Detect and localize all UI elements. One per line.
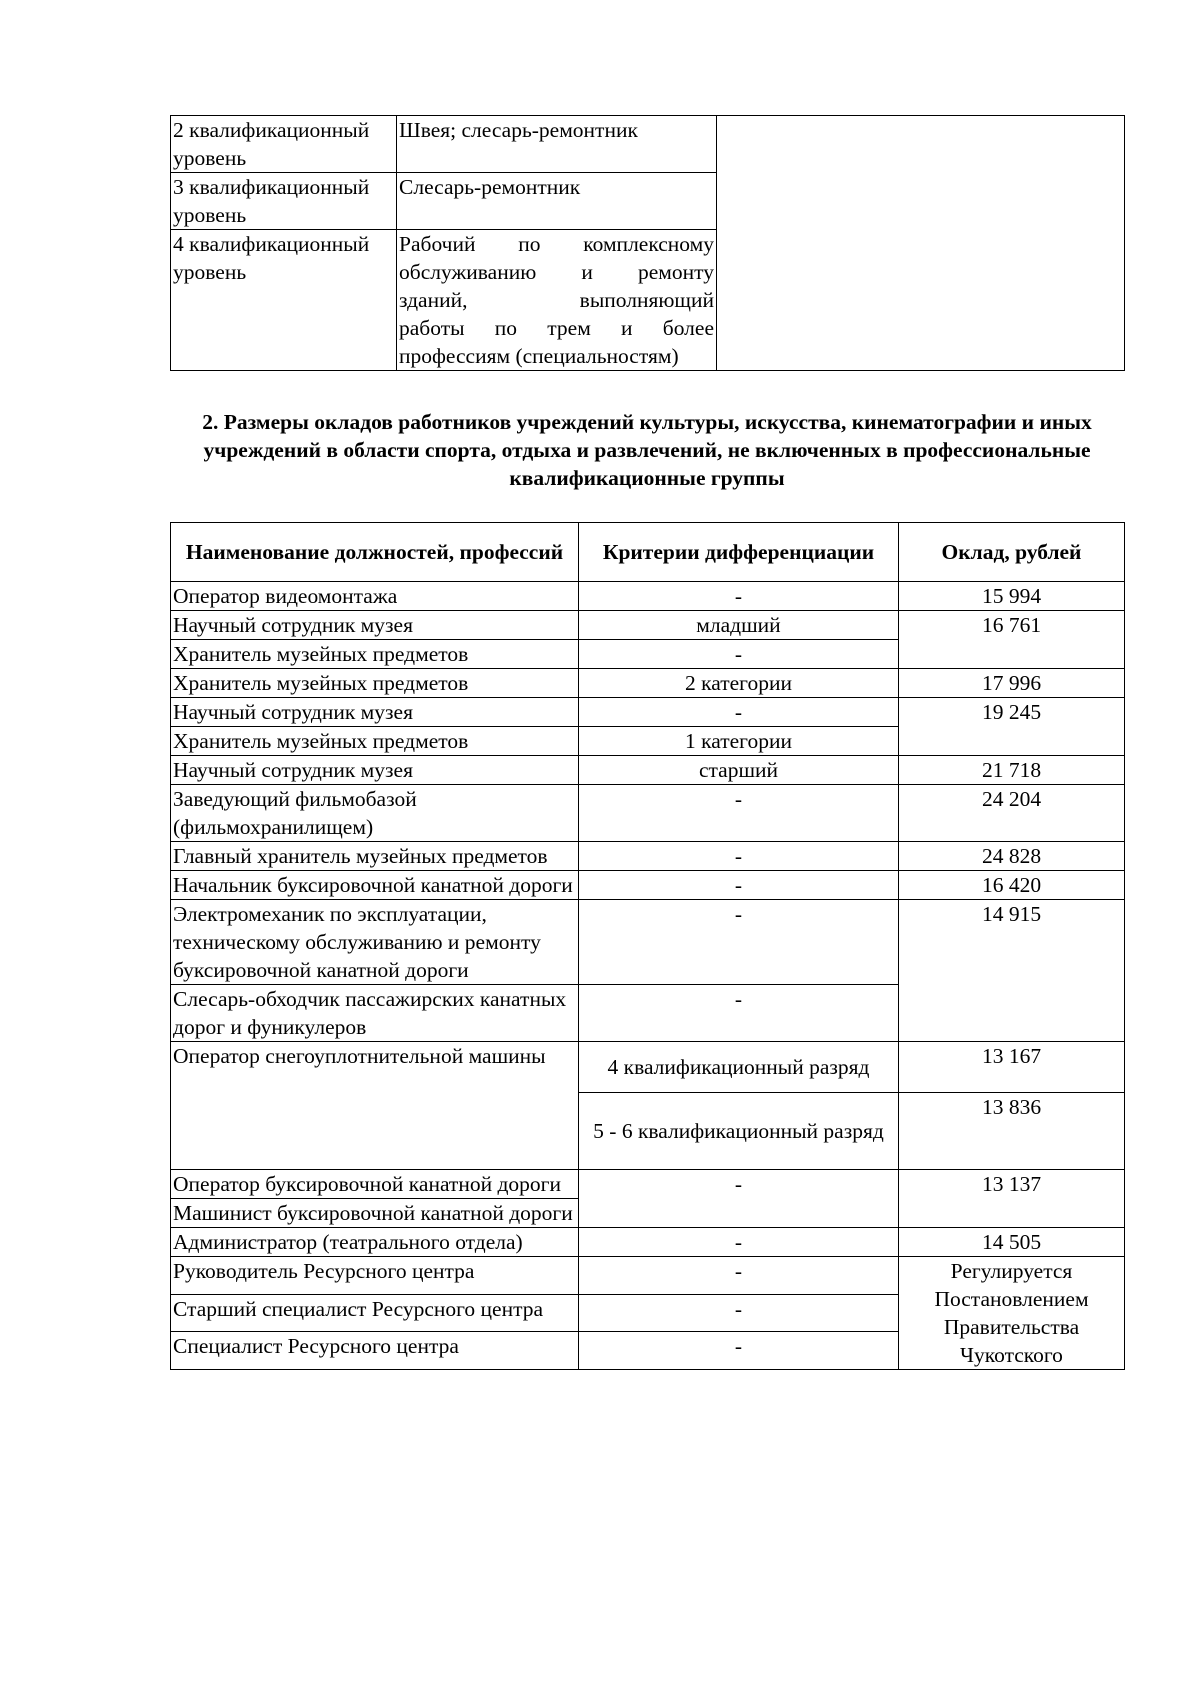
qualification-levels-table [170,115,1125,371]
salary-cell: 19 245 [899,698,1125,756]
table-row [171,1257,1125,1295]
name-cell: Специалист Ресурсного центра [171,1332,579,1370]
criteria-cell: - [579,1257,899,1295]
table-row [171,1170,1125,1199]
name-cell: Заведующий фильмобазой (фильмохранилищем) [171,785,579,842]
criteria-cell: 4 квалификационный разряд [579,1042,899,1093]
name-cell: Оператор буксировочной канатной дороги [171,1170,579,1199]
positions-line: Рабочий по комплексному [399,232,714,256]
criteria-cell: - [579,842,899,871]
positions-cell: Слесарь-ремонтник [397,173,717,230]
name-cell: Главный хранитель музейных предметов [171,842,579,871]
name-cell: Электромеханик по эксплуатации, техническому обслуживанию и ремонту буксировочной канатной дороги [171,900,579,985]
salary-cell: 14 505 [899,1228,1125,1257]
header-salary: Оклад, рублей [899,523,1125,582]
salary-cell: 24 204 [899,785,1125,842]
table-row [171,611,1125,640]
positions-line: зданий, выполняющий [399,288,714,312]
name-cell: Администратор (театрального отдела) [171,1228,579,1257]
table-row [171,582,1125,611]
criteria-cell: - [579,985,899,1042]
table-row [171,871,1125,900]
name-cell: Научный сотрудник музея [171,698,579,727]
salary-table [170,522,1125,1370]
name-cell: Хранитель музейных предметов [171,669,579,698]
positions-line: работы по трем и более [399,316,714,340]
name-cell: Начальник буксировочной канатной дороги [171,871,579,900]
salary-cell: 24 828 [899,842,1125,871]
section-heading: 2. Размеры окладов работников учреждений культуры, искусства, кинематографии и иных учреждений в области спорта, отдыха и развлечений, не включенных в профессиональные квалификационные группы [202,410,1092,490]
table-row [171,116,1125,173]
criteria-cell: - [579,1332,899,1370]
criteria-cell: - [579,1228,899,1257]
name-cell: Слесарь-обходчик пассажирских канатных дорог и фуникулеров [171,985,579,1042]
name-cell: Руководитель Ресурсного центра [171,1257,579,1295]
criteria-cell: 2 категории [579,669,899,698]
table-row [171,842,1125,871]
positions-cell [397,230,717,371]
positions-line: профессиям (специальностям) [399,344,679,368]
empty-cell [717,116,1125,371]
positions-line: обслуживанию и ремонту [399,260,714,284]
salary-cell: 16 761 [899,611,1125,669]
table-row [171,785,1125,842]
criteria-cell: младший [579,611,899,640]
table-row [171,1042,1125,1093]
level-cell: 3 квалификационный уровень [171,173,397,230]
criteria-cell: - [579,1170,899,1228]
name-cell: Хранитель музейных предметов [171,640,579,669]
criteria-cell: - [579,640,899,669]
criteria-cell: - [579,698,899,727]
criteria-cell: - [579,785,899,842]
salary-cell: 14 915 [899,900,1125,1042]
criteria-cell: - [579,900,899,985]
positions-cell: Швея; слесарь-ремонтник [397,116,717,173]
name-cell: Оператор видеомонтажа [171,582,579,611]
salary-cell: 13 137 [899,1170,1125,1228]
name-cell: Машинист буксировочной канатной дороги [171,1199,579,1228]
header-name: Наименование должностей, профессий [171,523,579,582]
salary-cell: 15 994 [899,582,1125,611]
level-cell: 4 квалификационный уровень [171,230,397,371]
criteria-cell: старший [579,756,899,785]
table-row [171,756,1125,785]
name-cell: Оператор снегоуплотнительной машины [171,1042,579,1170]
name-cell: Старший специалист Ресурсного центра [171,1294,579,1332]
table-header-row [171,523,1125,582]
salary-cell: 17 996 [899,669,1125,698]
table-row [171,900,1125,985]
table-row [171,698,1125,727]
criteria-cell: 5 - 6 квалификационный разряд [579,1093,899,1170]
salary-cell: 13 836 [899,1093,1125,1170]
name-cell: Хранитель музейных предметов [171,727,579,756]
table-row [171,669,1125,698]
salary-cell: Регулируется Постановлением Правительства Чукотского [899,1257,1125,1370]
name-cell: Научный сотрудник музея [171,611,579,640]
criteria-cell: - [579,871,899,900]
salary-cell: 21 718 [899,756,1125,785]
salary-cell: 16 420 [899,871,1125,900]
level-cell: 2 квалификационный уровень [171,116,397,173]
name-cell: Научный сотрудник музея [171,756,579,785]
header-criteria: Критерии дифференциации [579,523,899,582]
table-row [171,1228,1125,1257]
criteria-cell: 1 категории [579,727,899,756]
criteria-cell: - [579,582,899,611]
criteria-cell: - [579,1294,899,1332]
salary-cell: 13 167 [899,1042,1125,1093]
